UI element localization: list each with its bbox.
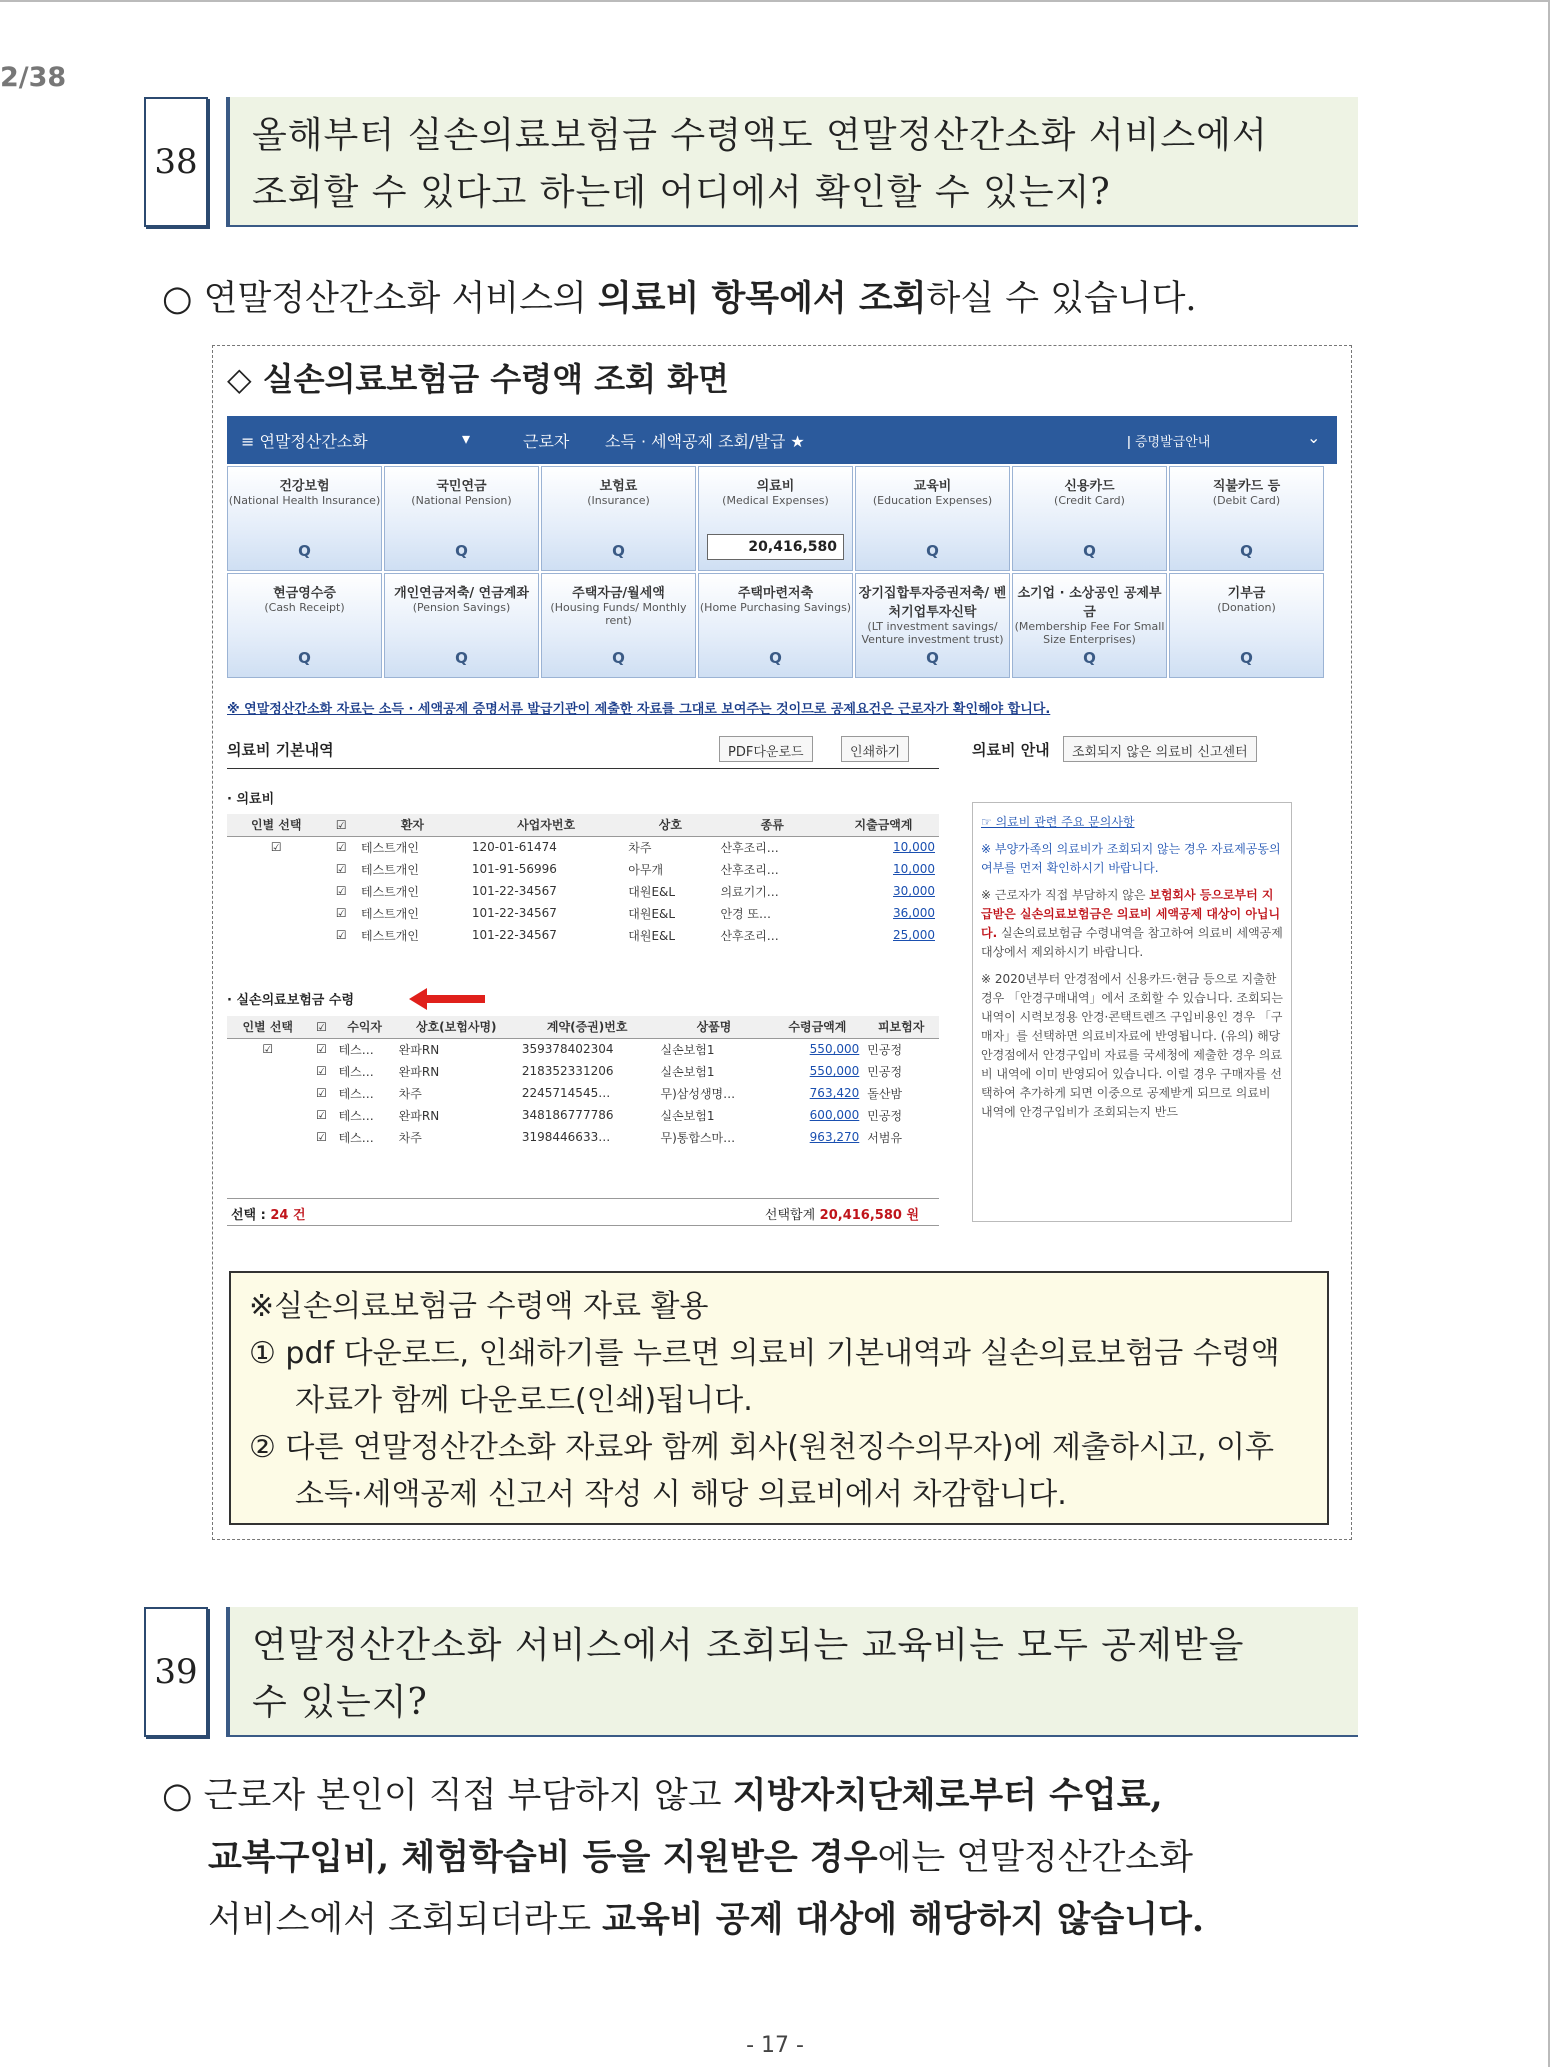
medical-header: 인별 선택	[227, 814, 325, 836]
table-cell: 차주	[628, 840, 652, 855]
table-cell: 완파RN	[398, 1108, 440, 1123]
row-checkbox[interactable]	[227, 1104, 308, 1126]
insurance-header: 상호(보험사명)	[395, 1016, 518, 1038]
medical-amount-field: 20,416,580	[707, 534, 844, 560]
usage-item-1: ① pdf 다운로드, 인쇄하기를 누르면 의료비 기본내역과 실손의료보험금 수령액 자료가 함께 다운로드(인쇄)됩니다.	[249, 1336, 1280, 1418]
usage-title: ※실손의료보험금 수령액 자료 활용	[249, 1289, 709, 1324]
amount-link[interactable]: 25,000	[893, 928, 935, 942]
question-39-line2: 수 있는지?	[252, 1682, 428, 1723]
table-cell: 101-22-34567	[471, 928, 557, 942]
faq-link[interactable]: ☞ 의료비 관련 주요 문의사항	[981, 815, 1135, 829]
row-checkbox[interactable]: ☑	[316, 1130, 327, 1144]
row-checkbox[interactable]	[227, 924, 325, 946]
table-cell: 359378402304	[521, 1042, 614, 1057]
cell-cash-receipt[interactable]: 현금영수증 (Cash Receipt) Q	[227, 573, 382, 678]
screenshot-figure	[212, 345, 1352, 1540]
table-cell: 완파RN	[398, 1042, 440, 1057]
search-icon[interactable]: Q	[926, 542, 939, 560]
print-button[interactable]: 인쇄하기	[841, 736, 909, 762]
table-row[interactable]	[227, 880, 939, 902]
amount-link[interactable]: 30,000	[893, 884, 935, 898]
row-checkbox[interactable]	[227, 1060, 308, 1082]
medical-header: 종류	[716, 814, 828, 836]
question-number-39: 39	[144, 1607, 208, 1737]
section-title: 의료비 기본내역	[227, 741, 334, 759]
table-cell: 차주	[398, 1130, 422, 1145]
table-row[interactable]	[227, 902, 939, 924]
cell-home-savings[interactable]: 주택마련저축 (Home Purchasing Savings) Q	[698, 573, 853, 678]
table-cell: 돌산밤	[867, 1086, 903, 1101]
cell-lt-investment[interactable]: 장기집합투자증권저축/ 벤처기업투자신탁 (LT investment savings/ Venture investment trust) Q	[855, 573, 1010, 678]
table-cell: 산후조리…	[720, 862, 779, 877]
question-38-line1: 올해부터 실손의료보험금 수령액도 연말정산간소화 서비스에서	[252, 115, 1268, 156]
amount-link[interactable]: 10,000	[893, 862, 935, 876]
answer-38-prefix: ○ 연말정산간소화 서비스의	[162, 279, 598, 319]
divider	[227, 768, 939, 769]
insurance-header: ☑	[308, 1016, 334, 1038]
row-checkbox[interactable]: ☑	[335, 840, 347, 855]
insurance-header: 상품명	[656, 1016, 771, 1038]
table-cell: 테스…	[338, 1108, 374, 1123]
table-cell: 테스트개인	[360, 928, 419, 943]
medical-header: 환자	[357, 814, 468, 836]
guide-title: 의료비 안내	[972, 741, 1050, 759]
cell-small-enterprise[interactable]: 소기업 · 소상공인 공제부금 (Membership Fee For Small Size Enterprises) Q	[1012, 573, 1167, 678]
chevron-down-icon[interactable]: ⌄	[1307, 428, 1321, 447]
table-cell: 테스트개인	[360, 906, 419, 921]
table-cell: 348186777786	[521, 1108, 614, 1122]
cell-pension-savings[interactable]: 개인연금저축/ 연금계좌 (Pension Savings) Q	[384, 573, 539, 678]
table-cell: 2245714545…	[521, 1086, 611, 1100]
table-cell: 테스…	[338, 1064, 374, 1079]
table-cell: 민공정	[867, 1042, 903, 1057]
row-checkbox[interactable]: ☑	[270, 840, 282, 855]
insurance-header: 인별 선택	[227, 1016, 308, 1038]
question-39-box	[226, 1607, 1358, 1737]
guide-panel	[972, 802, 1292, 1222]
amount-link[interactable]: 763,420	[809, 1086, 860, 1100]
table-cell: 101-22-34567	[471, 884, 557, 898]
table-cell: 대원E&L	[628, 906, 676, 921]
insurance-table	[227, 1016, 939, 1148]
table-cell: 차주	[398, 1086, 422, 1101]
table-cell: 무)통합스마…	[660, 1130, 736, 1145]
page-top-border	[0, 0, 1550, 2]
table-cell: 서범유	[867, 1130, 903, 1145]
search-icon[interactable]: Q	[455, 542, 468, 560]
table-row[interactable]	[227, 1082, 939, 1104]
table-cell: 무)삼성생명…	[660, 1086, 736, 1101]
insurance-header: 피보험자	[863, 1016, 939, 1038]
guide-note-3: ※ 2020년부터 안경점에서 신용카드·현금 등으로 지출한 경우 「안경구매내역」에서 조회할 수 있습니다. 조회되는 내역이 시력보정용 안경·콘택트렌즈 구입비용인 경우 「구매자」를 선택하면 의료비자료에 반영됩니다. (유의) 해당 안경점에서 안경구입비 자료를 국세청에 제출한 경우 의료비 내역에 이미 반영되어 있습니다. 이럴 경우 구매자를 선택하여 추가하게 되면 이중으로 공제받게 되므로 의료비 내역에 안경구입비가 조회되는지 반드	[981, 972, 1283, 1119]
search-icon[interactable]: Q	[298, 649, 311, 667]
table-cell: 민공정	[867, 1108, 903, 1123]
search-icon[interactable]: Q	[1083, 542, 1096, 560]
search-icon[interactable]: Q	[455, 649, 468, 667]
amount-link[interactable]: 600,000	[809, 1108, 860, 1122]
table-cell: 산후조리…	[720, 928, 779, 943]
nav-crumb-1[interactable]: 근로자	[523, 432, 570, 451]
search-icon[interactable]: Q	[298, 542, 311, 560]
sub-title-insurance: · 실손의료보험금 수령	[227, 993, 355, 1008]
answer-38-suffix: 하실 수 있습니다.	[926, 279, 1197, 319]
nav-crumb-2[interactable]: 소득 · 세액공제 조회/발급 ★	[605, 432, 805, 451]
table-cell: 완파RN	[398, 1064, 440, 1079]
table-cell: 테스…	[338, 1086, 374, 1101]
table-cell: 의료기기…	[720, 884, 779, 899]
cell-education[interactable]: 교육비 (Education Expenses) Q	[855, 466, 1010, 571]
search-icon[interactable]: Q	[612, 542, 625, 560]
amount-link[interactable]: 963,270	[809, 1130, 860, 1144]
medical-header: 사업자번호	[468, 814, 624, 836]
answer-38-bold: 의료비 항목에서 조회	[597, 278, 927, 319]
table-cell: 테스…	[338, 1042, 374, 1057]
cell-credit-card[interactable]: 신용카드 (Credit Card) Q	[1012, 466, 1167, 571]
table-cell: 안경 또…	[720, 906, 772, 921]
search-icon[interactable]: Q	[769, 649, 782, 667]
answer-39: ○ 근로자 본인이 직접 부담하지 않고 지방자치단체로부터 수업료, 교복구입비, 체험학습비 등을 지원받은 경우에는 연말정산간소화 서비스에서 조회되더라도 교육비 공제 대상에 해당하지 않습니다.	[162, 1775, 1205, 1940]
table-row[interactable]	[227, 836, 939, 858]
cell-medical-expenses[interactable]: 의료비 (Medical Expenses) 20,416,580	[698, 466, 853, 571]
insurance-header: 수령금액계	[772, 1016, 864, 1038]
nav-menu[interactable]: ≡ 연말정산간소화	[241, 432, 368, 451]
insurance-header: 계약(증권)번호	[518, 1016, 657, 1038]
cell-national-pension[interactable]: 국민연금 (National Pension) Q	[384, 466, 539, 571]
cell-health-insurance[interactable]: 건강보험 (National Health Insurance) Q	[227, 466, 382, 571]
medical-header: ☑	[325, 814, 357, 836]
row-checkbox[interactable]: ☑	[262, 1042, 274, 1057]
table-cell: 아무개	[628, 862, 664, 877]
cell-insurance[interactable]: 보험료 (Insurance) Q	[541, 466, 696, 571]
sub-title-medical: · 의료비	[227, 792, 275, 807]
medical-header: 지출금액계	[828, 814, 939, 836]
nav-right-link[interactable]: ǀ 증명발급안내	[1127, 435, 1211, 450]
usage-box	[229, 1271, 1329, 1525]
table-row[interactable]	[227, 1126, 939, 1148]
insurance-header: 수익자	[335, 1016, 395, 1038]
row-checkbox[interactable]: ☑	[335, 884, 347, 898]
search-icon[interactable]: Q	[1240, 649, 1253, 667]
table-cell: 101-22-34567	[471, 906, 557, 920]
table-cell: 산후조리…	[720, 840, 779, 855]
hometax-screen	[227, 416, 1337, 1223]
table-cell: 실손보험1	[660, 1042, 715, 1057]
table-cell: 대원E&L	[628, 928, 676, 943]
cell-housing-funds[interactable]: 주택자금/월세액 (Housing Funds/ Monthly rent) Q	[541, 573, 696, 678]
table-row[interactable]	[227, 1060, 939, 1082]
red-arrow-icon	[409, 988, 489, 1010]
search-icon[interactable]: Q	[1083, 649, 1096, 667]
report-center-button[interactable]: 조회되지 않은 의료비 신고센터	[1063, 736, 1257, 762]
row-checkbox[interactable]	[227, 902, 325, 924]
notice-link[interactable]: ※ 연말정산간소화 자료는 소득 · 세액공제 증명서류 발급기관이 제출한 자료를 그대로 보여주는 것이므로 공제요건은 근로자가 확인해야 합니다.	[227, 702, 1051, 717]
table-cell: 3198446633…	[521, 1130, 611, 1144]
table-cell: 테스트개인	[360, 884, 419, 899]
table-cell: 테스트개인	[360, 862, 419, 877]
table-row[interactable]	[227, 858, 939, 880]
table-row[interactable]	[227, 1038, 939, 1060]
amount-link[interactable]: 10,000	[893, 840, 935, 855]
amount-link[interactable]: 36,000	[893, 906, 935, 920]
medical-table	[227, 814, 939, 946]
table-cell: 민공정	[867, 1064, 903, 1079]
question-39-line1: 연말정산간소화 서비스에서 조회되는 교육비는 모두 공제받을	[252, 1625, 1245, 1666]
table-cell: 120-01-61474	[471, 840, 557, 855]
cell-debit-card[interactable]: 직불카드 등 (Debit Card) Q	[1169, 466, 1324, 571]
answer-38	[162, 268, 1197, 330]
row-checkbox[interactable]: ☑	[316, 1108, 327, 1122]
table-row[interactable]	[227, 1104, 939, 1126]
search-icon[interactable]: Q	[612, 649, 625, 667]
page-number: - 17 -	[746, 2033, 804, 2058]
table-cell: 테스트개인	[360, 840, 419, 855]
row-checkbox[interactable]	[227, 858, 325, 880]
nav-dropdown-icon[interactable]: ▾	[462, 429, 471, 448]
selection-summary: 선택 : 24 건 선택합계 20,416,580 원	[227, 1198, 939, 1226]
amount-link[interactable]: 550,000	[809, 1042, 860, 1057]
question-number-38: 38	[144, 97, 208, 227]
medical-header: 상호	[624, 814, 716, 836]
question-38-box	[226, 97, 1358, 227]
table-cell: 101-91-56996	[471, 862, 557, 876]
question-38-line2: 조회할 수 있다고 하는데 어디에서 확인할 수 있는지?	[252, 172, 1111, 213]
search-icon[interactable]: Q	[1240, 542, 1253, 560]
amount-link[interactable]: 550,000	[809, 1064, 860, 1078]
row-checkbox[interactable]: ☑	[316, 1086, 327, 1100]
pdf-download-button[interactable]: PDF다운로드	[719, 736, 813, 762]
guide-note-1: ※ 부양가족의 의료비가 조회되지 않는 경우 자료제공동의 여부를 먼저 확인하시기 바랍니다.	[981, 842, 1281, 875]
row-checkbox[interactable]	[227, 880, 325, 902]
cell-donation[interactable]: 기부금 (Donation) Q	[1169, 573, 1324, 678]
row-checkbox[interactable]: ☑	[335, 862, 347, 876]
row-checkbox[interactable]	[227, 1082, 308, 1104]
table-cell: 218352331206	[521, 1064, 614, 1078]
table-cell: 실손보험1	[660, 1108, 715, 1123]
usage-item-2: ② 다른 연말정산간소화 자료와 함께 회사(원천징수의무자)에 제출하시고, 이후 소득·세액공제 신고서 작성 시 해당 의료비에서 차감합니다.	[249, 1430, 1274, 1512]
search-icon[interactable]: Q	[926, 649, 939, 667]
table-cell: 테스…	[338, 1130, 374, 1145]
row-checkbox[interactable]: ☑	[316, 1064, 327, 1078]
row-checkbox[interactable]: ☑	[316, 1042, 327, 1057]
figure-title: ◇ 실손의료보험금 수령액 조회 화면	[227, 360, 729, 398]
table-cell: 대원E&L	[628, 884, 676, 899]
table-row[interactable]	[227, 924, 939, 946]
guide-note-2: ※ 근로자가 직접 부담하지 않은 보험회사 등으로부터 지급받은 실손의료보험금은 의료비 세액공제 대상이 아닙니다. 실손의료보험금 수령내역을 참고하여 의료비 세액공제 대상에서 제외하시기 바랍니다.	[981, 888, 1283, 959]
table-cell: 실손보험1	[660, 1064, 715, 1079]
page-counter: 2/38	[0, 62, 67, 93]
nav-bar	[227, 416, 1337, 464]
row-checkbox[interactable]: ☑	[335, 928, 347, 942]
row-checkbox[interactable]: ☑	[335, 906, 347, 920]
row-checkbox[interactable]	[227, 1126, 308, 1148]
